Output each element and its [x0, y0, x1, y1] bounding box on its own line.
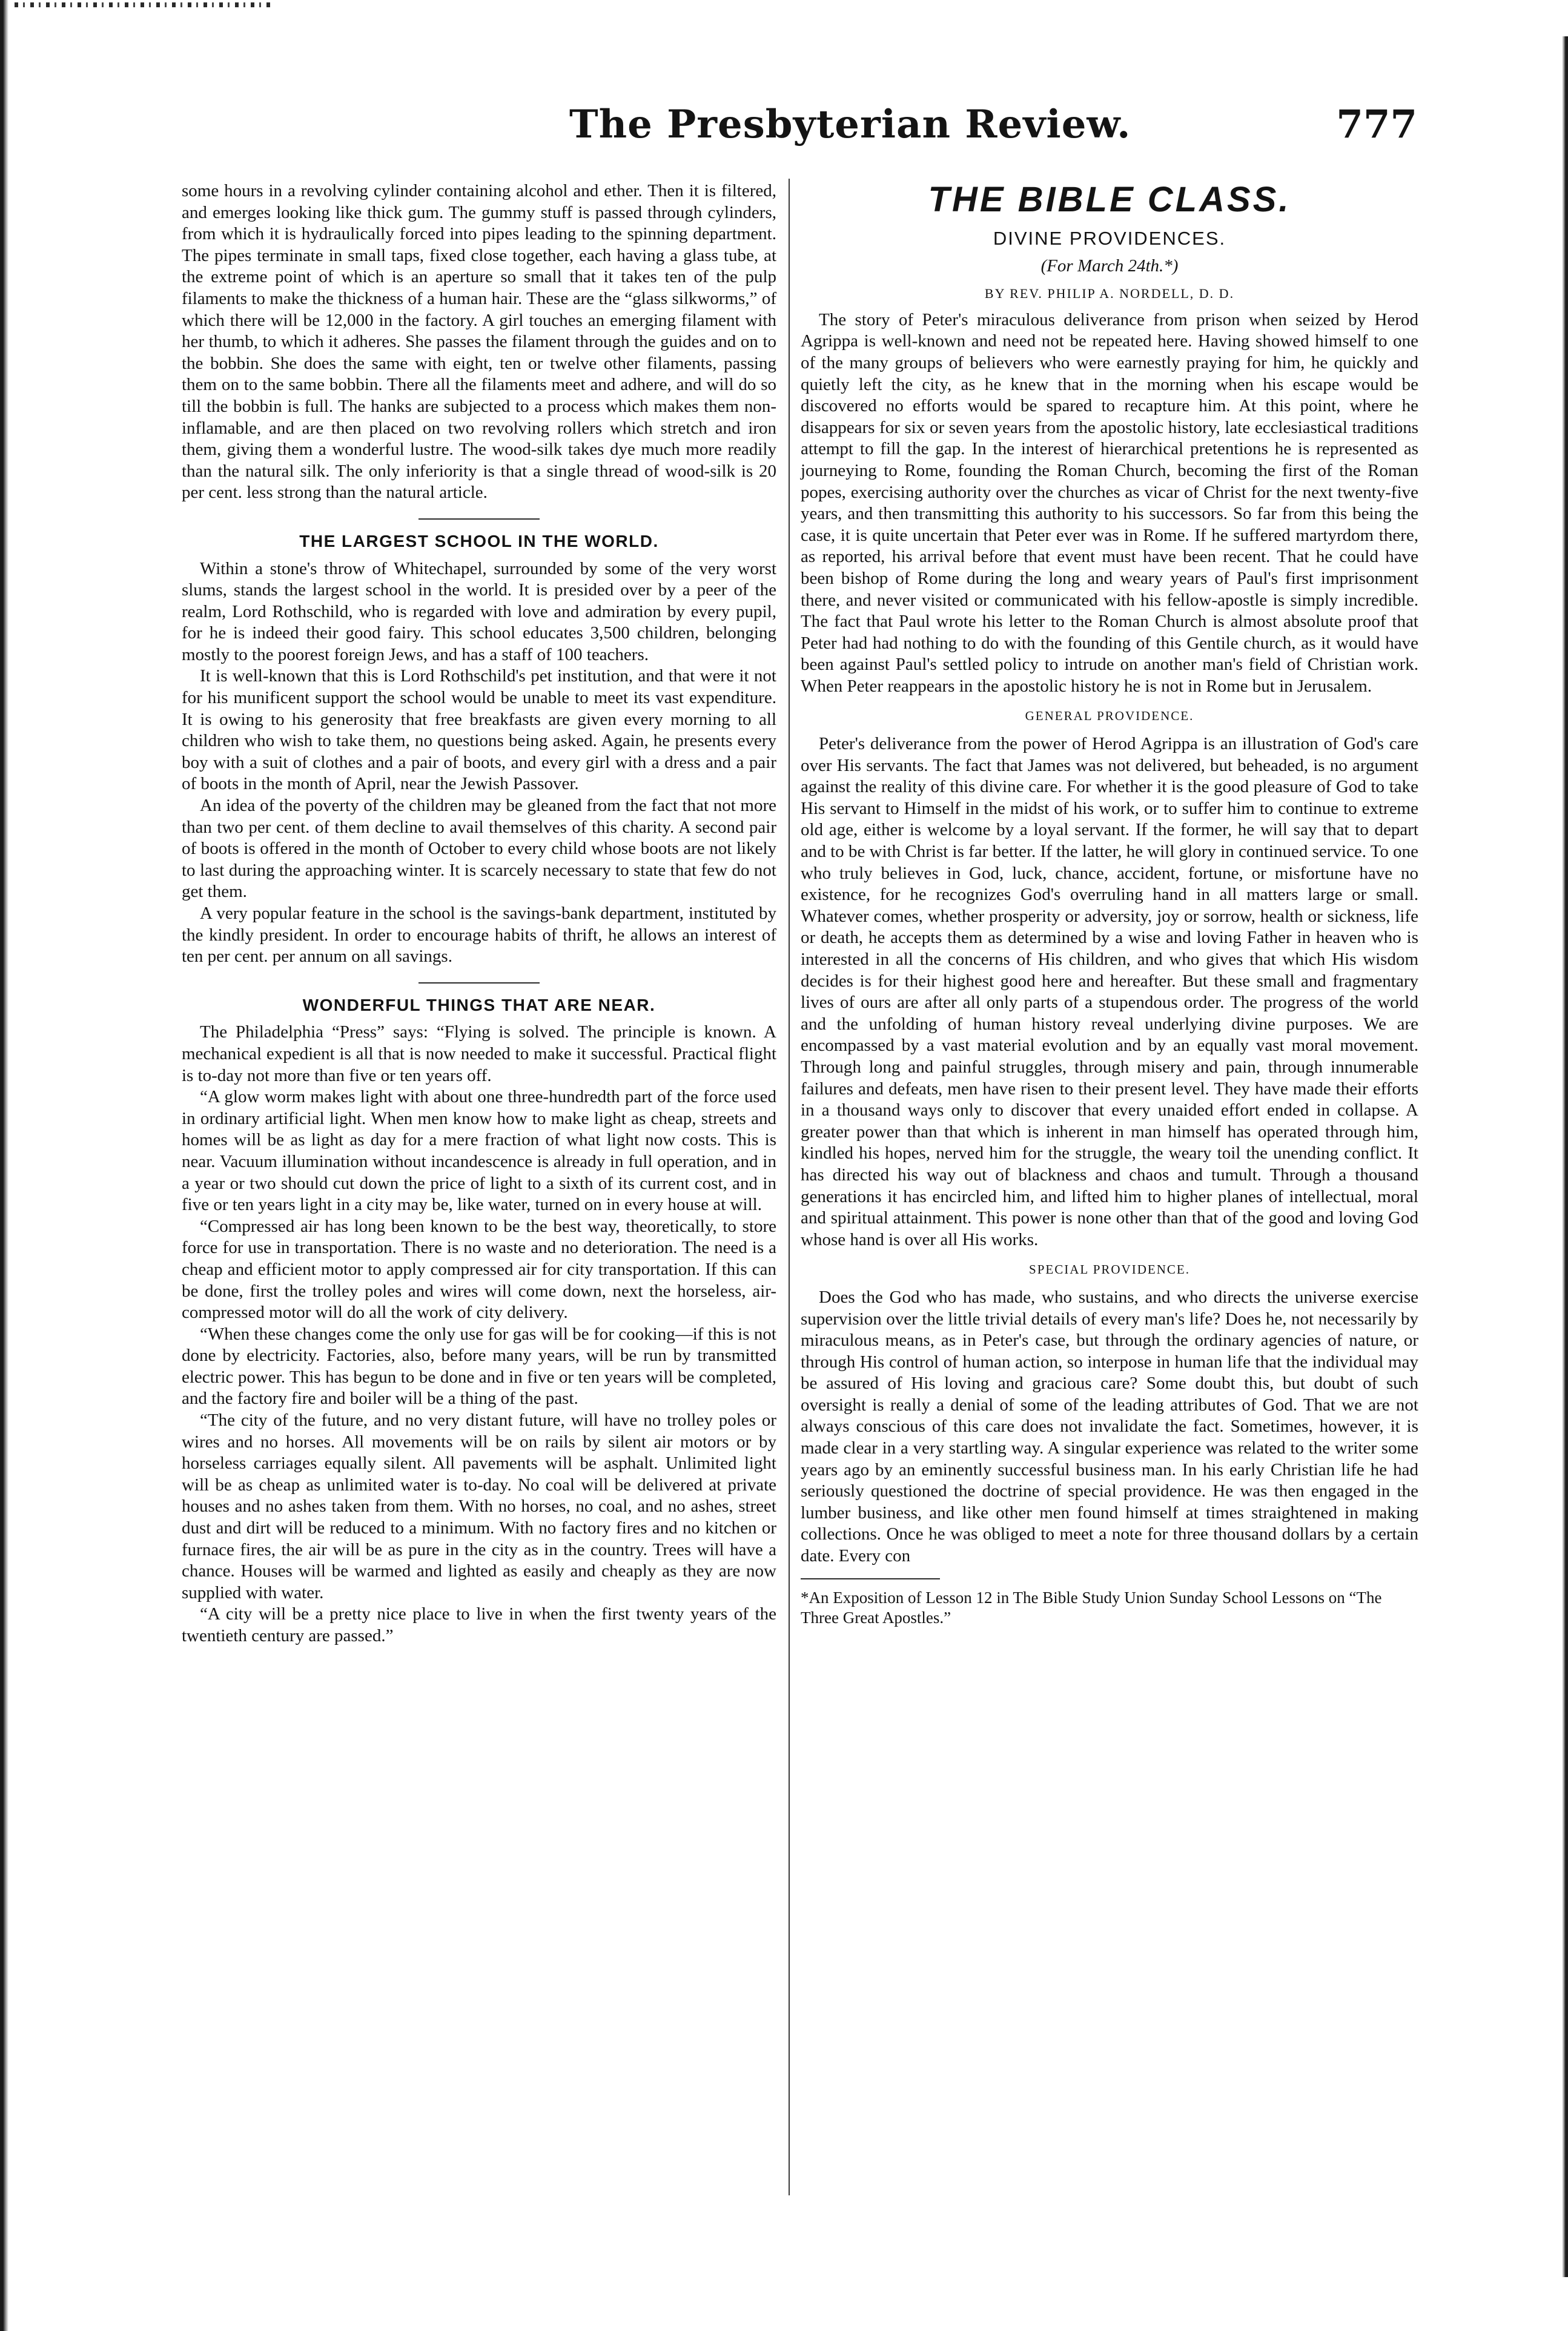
- article-paragraph: “The city of the future, and no very distant future, will have no trolley poles or wires and no horses. All movements will be on rails by silent air motors or by horseless carriages equally silent. All pavements will be asphalt. Unlimited light will be as cheap as unlimited water is to-day. No coal will be delivered at private houses and no ashes taken from them. With no horses, no coal, and no ashes, street dust and dirt will be reduced to a minimum. With no factory fires and no kitchen or furnace fires, the air will be as pure in the city as in the country. Trees will have a chance. Houses will be warmed and lighted as easily and cheaply as they are now supplied with water.: [182, 1410, 776, 1602]
- scan-marks: [15, 2, 275, 7]
- footnote-rule: [801, 1578, 940, 1579]
- section-rule: [418, 518, 540, 520]
- journal-title: The Presbyterian Review.: [569, 102, 1131, 147]
- author-byline: BY REV. PHILIP A. NORDELL, D. D.: [984, 286, 1235, 302]
- article-paragraph: The story of Peter's miraculous deliverance from prison when seized by Herod Agrippa is well-known and need not be repeated here. Having showed himself to one of the many groups of believers who were earnestly praying for him, he quickly and quietly left the city, as he knew that in the morning when his escape would be discovered no efforts would be spared to recapture him. At this point, where he disappears for six or seven years from the apostolic history, late ecclesiastical traditions attempt to fill the gap. In the interest of hierarchical pretentions he is represented as journeying to Rome, founding the Roman Church, becoming the first of the Roman popes, exercising authority over the churches as vicar of Christ for the next twenty-five years, and then transmitting this authority to his successors. So far from this being the case, it is quite uncertain that Peter ever was in Rome. If he suffered martyrdom there, as reported, his arrival before that event must have been recent. That he could have been bishop of Rome during the long and weary years of Paul's first imprisonment there, and never visited or communicated with his fellow-apostle is simply incredible. The fact that Paul wrote his letter to the Roman Church is almost absolute proof that Peter had had nothing to do with the founding of this Gentile church, as it would have been against Paul's settled policy to intrude on another man's field of Christian work. When Peter reappears in the apostolic history he is not in Rome but in Jerusalem.: [801, 309, 1418, 696]
- article-paragraph: “A city will be a pretty nice place to live in when the first twenty years of the twentieth century are passed.”: [182, 1604, 776, 1645]
- right-column: [801, 180, 1418, 1628]
- bible-class-title: THE BIBLE CLASS.: [928, 180, 1291, 219]
- article-heading-wonderful-things: WONDERFUL THINGS THAT ARE NEAR.: [302, 995, 656, 1014]
- article-paragraph: “A glow worm makes light with about one three-hundredth part of the force used in ordinary artificial light. When men know how to make light as cheap, streets and homes will be as light as day for a mere fraction of what light now costs. This is near. Vacuum illumination without incandescence is already in full operation, and in a year or two should cut down the price of light to a sixth of its current cost, and in five or ten years light in a city may be, like water, turned on in every house at will.: [182, 1087, 776, 1215]
- article-heading-largest-school: THE LARGEST SCHOOL IN THE WORLD.: [299, 531, 659, 551]
- subheading-general-providence: GENERAL PROVIDENCE.: [1025, 709, 1194, 724]
- left-column: [182, 180, 776, 1647]
- article-paragraph: Peter's deliverance from the power of Herod Agrippa is an illustration of God's care over His servants. The fact that James was not delivered, but beheaded, is no argument against the reality of this divine care. For whether it is the good pleasure of God to take His servant to Himself in the midst of his work, or to suffer him to continue to extreme old age, either is welcome by a loyal servant. If the former, he will say that to depart and to be with Christ is far better. If the latter, he will glory in continued service. To one who truly believes in God, luck, chance, accident, fortune, or misfortune have no existence, for he recognizes God's overruling hand in all matters large or small. Whatever comes, whether prosperity or adversity, joy or sorrow, health or sickness, life or death, he accepts them as determined by a wise and loving Father in heaven who is interested in all the concerns of His children, and who gives that which His wisdom decides is for their highest good here and hereafter. But these small and fragmentary lives of ours are after all only parts of a stupendous order. The progress of the world and the unfolding of human history reveal underlying divine purposes. We are encompassed by a vast material evolution and by an equally vast moral movement. Through long and painful struggles, through misery and pain, through innumerable failures and defeats, men have risen to their present level. They have made their efforts in a thousand ways only to discover that every unaided effort ended in collapse. A greater power than that which is inherent in man himself has operated through him, kindled his hopes, nerved him for the struggle, the weary toil the unending conflict. It has directed his way out of blackness and chaos and tumult. Through a thousand generations it has encircled him, and lifted him to higher planes of intellectual, moral and spiritual attainment. This power is none other than that of the good and loving God whose hand is over all His works.: [801, 734, 1418, 1249]
- article-paragraph: An idea of the poverty of the children may be gleaned from the fact that not more than two per cent. of them decline to avail themselves of this charity. A second pair of boots is offered in the month of October to every child whose boots are not likely to last during the approaching winter. It is scarcely necessary to state that few do not get them.: [182, 796, 776, 902]
- page-binding-edge: [0, 0, 8, 2331]
- article-paragraph: “When these changes come the only use for gas will be for cooking—if this is not done by electricity. Factories, also, before many years, will be run by transmitted electric power. This has begun to be done and in five or ten years will be completed, and the factory fire and boiler will be a thing of the past.: [182, 1324, 776, 1409]
- lesson-date: (For March 24th.*): [1040, 256, 1179, 276]
- subheading-special-providence: SPECIAL PROVIDENCE.: [1029, 1262, 1190, 1277]
- article-paragraph: A very popular feature in the school is the savings-bank department, instituted by the kindly president. In order to encourage habits of thrift, he allows an interest of ten per cent. per annum on all savings.: [182, 904, 776, 967]
- section-rule: [418, 982, 540, 984]
- footnote: *An Exposition of Lesson 12 in The Bible Study Union Sunday School Lessons on “The Three Great Apostles.”: [801, 1588, 1382, 1627]
- page-right-edge: [1562, 36, 1568, 2277]
- article-paragraph: “Compressed air has long been known to be the best way, theoretically, to store force for use in transportation. There is no waste and no deterioration. The need is a cheap and efficient motor to apply compressed air for city transportation. If this can be done, first the trolley poles and wires will come down, next the horseless, air-compressed motor will do all the work of city delivery.: [182, 1216, 776, 1323]
- article-paragraph: Within a stone's throw of Whitechapel, surrounded by some of the very worst slums, stands the largest school in the world. It is presided over by a peer of the realm, Lord Rothschild, who is regarded with love and admiration by every pupil, for he is indeed their good fairy. This school educates 3,500 children, belonging mostly to the poorest foreign Jews, and has a staff of 100 teachers.: [182, 558, 776, 664]
- continued-article-text: some hours in a revolving cylinder containing alcohol and ether. Then it is filtered, and emerges looking like thick gum. The gummy stuff is passed through cylinders, from which it is hydraulically forced into pipes leading to the spinning department. The pipes terminate in small taps, fixed close together, each having a glass tube, at the extreme point of which is an aperture so small that it takes ten of the pulp filaments to make the thickness of a human hair. These are the “glass silkworms,” of which there will be 12,000 in the factory. A girl touches an emerging filament with her thumb, to which it adheres. She passes the filament through the guides and on to the bobbin. She does the same with eight, ten or twelve other filaments, passing them on to the same bobbin. There all the filaments meet and adhere, and will do so till the bobbin is full. The hanks are subjected to a process which makes them non-inflamable, and are then placed on two revolving rollers which stretch and iron them, giving them a wonderful lustre. The wood-silk takes dye much more readily than the natural silk. The only inferiority is that a single thread of wood-silk is 20 per cent. less strong than the natural article.: [182, 181, 776, 503]
- article-paragraph: Does the God who has made, who sustains, and who directs the universe exercise supervision over the little trivial details of every man's life? Does he, not necessarily by miraculous means, as in Peter's case, but through the ordinary agencies of nature, or through His control of human action, so interpose in human life that the individual may be assured of His loving and gracious care? Some doubt this, but doubt of such oversight is really a denial of some of the leading attributes of God. That we are not always conscious of this care does not invalidate the fact. Sometimes, however, it is made clear in a very startling way. A singular experience was related to the writer some years ago by an eminently successful business man. In his early Christian life he had seriously questioned the doctrine of special providence. He was then engaged in the lumber business, and like other men found himself at times straightened in making collections. Once he was obliged to meet a note for three thousand dollars by a certain date. Every con: [801, 1287, 1418, 1566]
- page-number: 777: [1336, 102, 1417, 147]
- column-divider: [789, 179, 790, 2195]
- running-header: [182, 102, 1417, 162]
- article-paragraph: It is well-known that this is Lord Rothschild's pet institution, and that were it not for his munificent support the school would be unable to meet its vast expenditure. It is owing to his generosity that free breakfasts are given every morning to all children who wish to take them, no questions being asked. Again, he presents every boy with a suit of clothes and a pair of boots, and every girl with a dress and a pair of boots in the month of April, near the Jewish Passover.: [182, 666, 776, 794]
- lesson-title: DIVINE PROVIDENCES.: [993, 228, 1226, 249]
- article-paragraph: The Philadelphia “Press” says: “Flying is solved. The principle is known. A mechanical expedient is all that is now needed to make it successful. Practical flight is to-day not more than five or ten years off.: [182, 1022, 776, 1085]
